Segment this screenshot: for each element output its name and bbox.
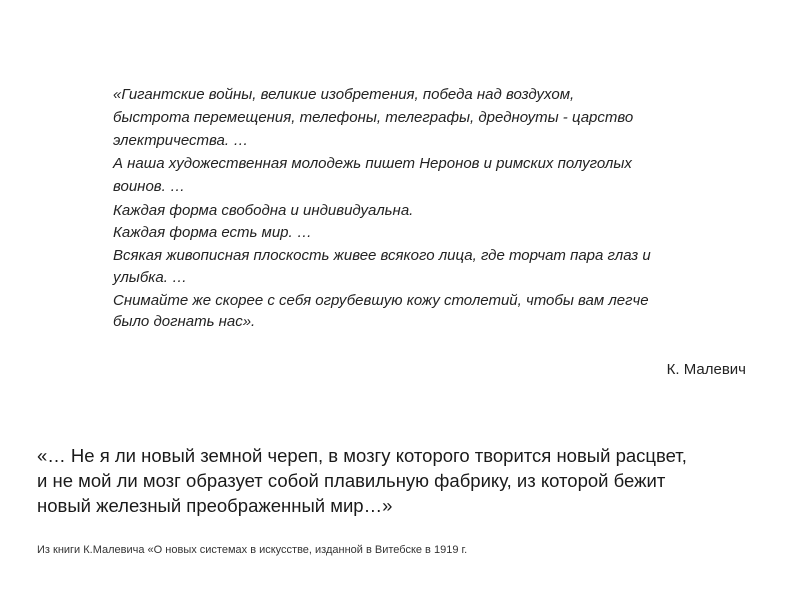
quote-line: улыбка. …	[113, 269, 188, 286]
quote-line: «… Не я ли новый земной череп, в мозгу которого творится новый расцвет,	[37, 445, 687, 466]
quote-line: быстрота перемещения, телефоны, телеграфы, дредноуты - царство	[113, 109, 634, 126]
quote-line: Каждая форма свободна и индивидуальна.	[113, 202, 414, 219]
quote-line: воинов. …	[113, 178, 185, 195]
quote-line: «Гигантские войны, великие изобретения, победа над воздухом,	[113, 86, 575, 103]
source-caption: Из книги К.Малевича «О новых системах в искусстве, изданной в Витебске в 1919 г.	[37, 544, 468, 556]
quote-line: электричества. …	[113, 132, 249, 149]
quote-line: А наша художественная молодежь пишет Неронов и римских полуголых	[113, 155, 632, 172]
quote-line: Каждая форма есть мир. …	[113, 224, 312, 241]
quote-line: Всякая живописная плоскость живее всякого лица, где торчат пара глаз и	[113, 247, 651, 264]
quote-author: К. Малевич	[666, 361, 746, 378]
quote-line: было догнать нас».	[113, 313, 256, 330]
quote-line: Снимайте же скорее с себя огрубевшую кожу столетий, чтобы вам легче	[113, 292, 649, 309]
quote-line: новый железный преображенный мир…»	[37, 495, 393, 516]
quote-line: и не мой ли мозг образует собой плавильную фабрику, из которой бежит	[37, 470, 666, 491]
